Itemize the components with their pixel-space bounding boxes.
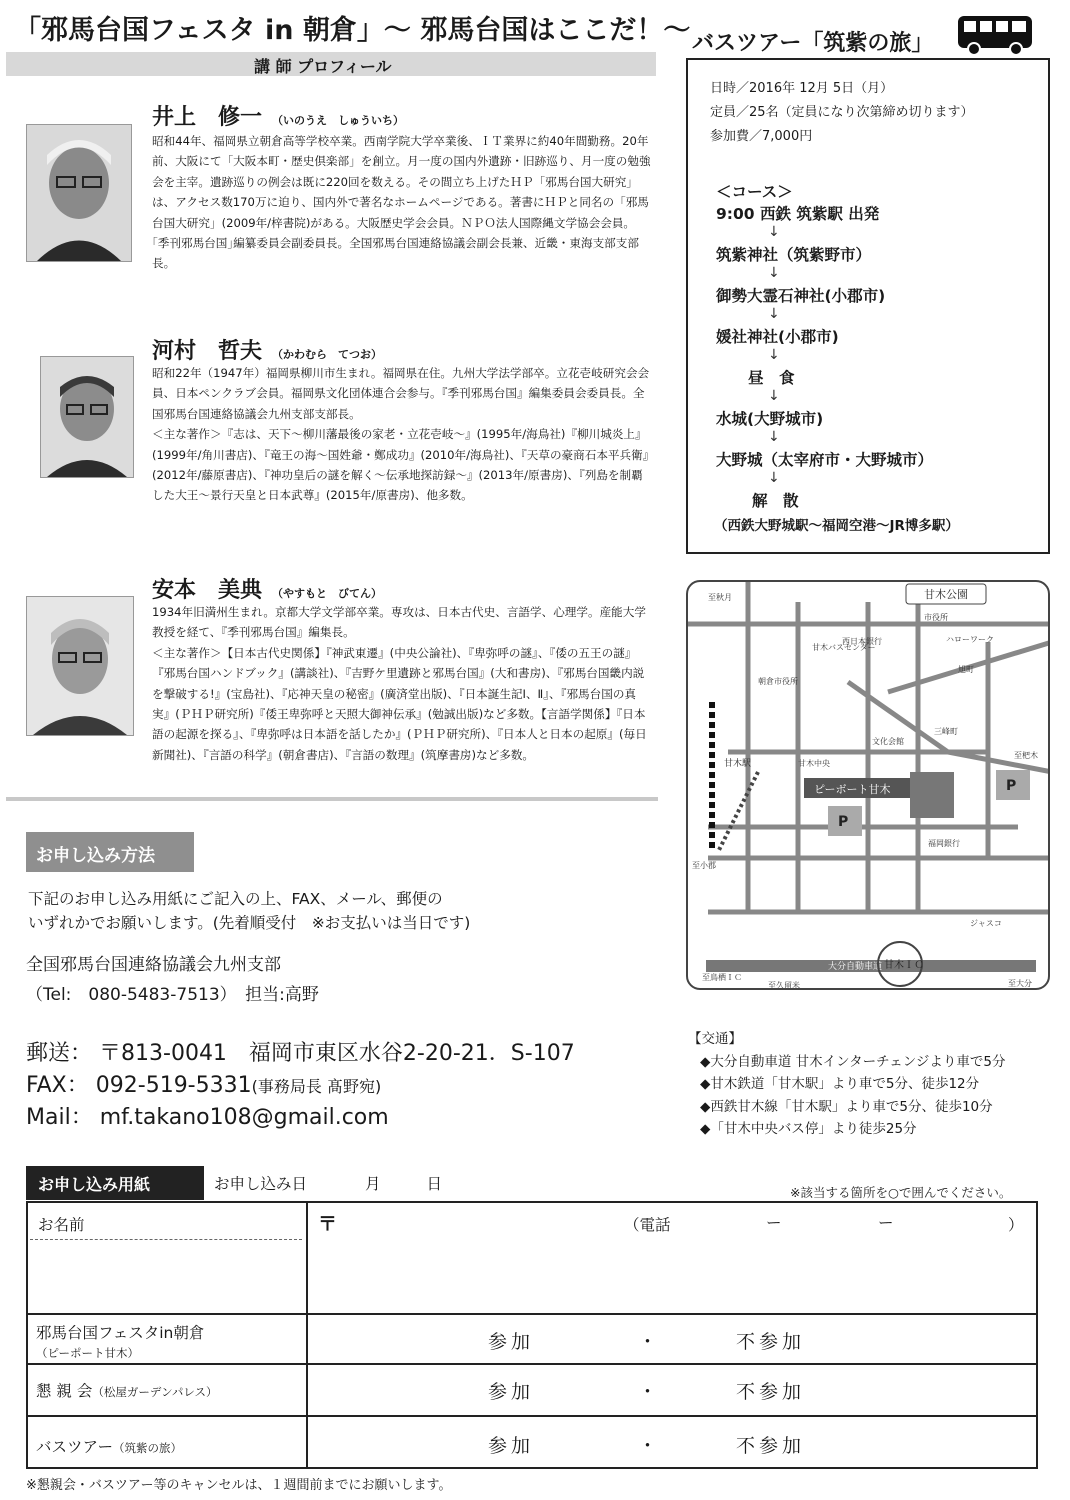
course-arrow: ↓ xyxy=(768,429,780,445)
profile-bio: 昭和44年、福岡県立朝倉高等学校卒業。西南学院大学卒業後、ＩＴ業界に約40年間勤務。20年前、大阪にて「大阪本町・歴史倶楽部」を創立。月一度の国内外遺跡・旧跡巡り、月一度の勉強会を主宰。遺跡巡りの例会は既に220回を数える。その間立ち上げたＨＰ「邪馬台国大研究」は、アクセス数170万に迫り、国内外で著名なホームページである。著書にＨＰと同名の「邪馬台国大研究」(2009年/梓書院)がある。大阪歴史学会会員。ＮＰＯ法人国際縄文学協会会員。｢季刊邪馬台国｣編纂委員会副委員長。全国邪馬台国連絡協議会副会長兼、近畿・東海支部支部長。 xyxy=(152,134,651,271)
phone-dash: ー xyxy=(878,1214,894,1232)
profile-name: 安本 美典 （やすもと びてん） xyxy=(152,578,383,603)
svg-text:ハローワーク: ハローワーク xyxy=(946,635,994,644)
svg-text:福岡銀行: 福岡銀行 xyxy=(928,839,960,848)
course-label: ＜コース＞ xyxy=(716,183,793,201)
phone-dash: ー xyxy=(766,1214,782,1232)
course-stop: 昼 食 xyxy=(748,369,795,387)
dismiss-note: （西鉄大野城駅～福岡空港～JR博多駅） xyxy=(714,518,959,534)
profile-name: 河村 哲夫 （かわむら てつお） xyxy=(152,339,383,364)
access-item: ◆大分自動車道 甘木インターチェンジより車で5分 xyxy=(700,1053,1006,1070)
course-arrow: ↓ xyxy=(768,388,780,404)
svg-text:旭町: 旭町 xyxy=(958,665,974,674)
svg-text:至杷木: 至杷木 xyxy=(1014,751,1038,760)
svg-text:市役所: 市役所 xyxy=(924,613,948,622)
course-arrow: ↓ xyxy=(768,265,780,281)
access-map xyxy=(686,580,1050,990)
festa-separator: ・ xyxy=(638,1331,662,1353)
row-party-label: 懇 親 会（松屋ガーデンパレス） xyxy=(36,1382,218,1400)
svg-text:朝倉市役所: 朝倉市役所 xyxy=(758,677,798,686)
bus-tour-box xyxy=(686,58,1050,554)
row-festa-label: 邪馬台国フェスタin朝倉 （ピーポート甘木） xyxy=(36,1324,205,1360)
station-label: 甘木駅 xyxy=(724,759,752,769)
svg-text:至大分: 至大分 xyxy=(1008,979,1032,988)
bus-fee: 参加費／7,000円 xyxy=(710,129,813,144)
party-separator: ・ xyxy=(638,1381,662,1403)
form-tab: お申し込み用紙 xyxy=(26,1166,204,1200)
mail-address: 郵送： 〒813-0041 福岡市東区水谷2-20-21．S-107 xyxy=(26,1041,575,1066)
festa-absent-option[interactable]: 不参加 xyxy=(736,1331,806,1353)
phone-label: （電話 xyxy=(624,1216,671,1234)
svg-text:西日本銀行: 西日本銀行 xyxy=(842,637,882,646)
course-stop: 筑紫神社（筑紫野市） xyxy=(716,246,872,264)
postal-mark: 〒 xyxy=(318,1213,338,1235)
bus-attend-option[interactable]: 参加 xyxy=(488,1435,535,1457)
venue-label: ピーボート甘木 xyxy=(814,783,891,796)
name-input[interactable] xyxy=(38,1243,300,1307)
course-stop: 媛社神社(小郡市) xyxy=(716,328,839,346)
profile-bio: 昭和22年（1947年）福岡県柳川市生まれ。福岡県在住。九州大学法学部卒。立花壱岐研究会会員、日本ペンクラブ会員。福岡県文化団体連合会参与。『季刊邪馬台国』編集委員会委員長。全国邪馬台国連絡協議会九州支部支部長。 ＜主な著作＞『志は、天下～柳川藩最後の家老・立花壱岐～』(1995年/海鳥社)『柳川城炎上』(1999年/角川書店)、『竜王の海～国姓爺・鄭成功』(2010年/海鳥社)、『天草の豪商石本平兵衛』(2012年/藤原書店)、『神功皇后の謎を解く～伝承地探訪録～』(2013年/原書房)、『列島を制覇した大王～景行天皇と日本武尊』(2015年/原書房)、他多数。 xyxy=(152,366,650,503)
bus-date: 日時／2016年 12月 5日（月） xyxy=(710,81,894,96)
svg-text:至鳥栖ＩＣ: 至鳥栖ＩＣ xyxy=(702,973,742,982)
circle-note: ※該当する箇所を○で囲んでください。 xyxy=(790,1185,1012,1200)
svg-text:至秋月: 至秋月 xyxy=(708,593,732,602)
access-item: ◆西鉄甘木線「甘木駅」より車で5分、徒歩10分 xyxy=(700,1098,993,1115)
cancel-footnote: ※懇親会・バスツアー等のキャンセルは、１週間前までにお願いします。 xyxy=(26,1478,452,1493)
festa-attend-option[interactable]: 参加 xyxy=(488,1331,535,1353)
fax-number: FAX： 092-519-5331(事務局長 髙野宛) xyxy=(26,1073,382,1098)
access-item: ◆「甘木中央バス停」より徒歩25分 xyxy=(700,1121,917,1137)
section-divider xyxy=(6,797,658,801)
address-input[interactable] xyxy=(318,1235,1018,1307)
application-method-label: お申し込み方法 xyxy=(26,832,194,872)
profile-name: 井上 修一 （いのうえ しゅういち） xyxy=(152,105,405,130)
name-label: お名前 xyxy=(38,1216,85,1234)
svg-text:至久留米: 至久留米 xyxy=(768,981,800,990)
bus-capacity: 定員／25名（定員になり次第締め切ります） xyxy=(710,105,974,120)
portrait-yasumoto xyxy=(26,596,134,736)
svg-text:ジャスコ: ジャスコ xyxy=(970,919,1002,928)
phone-close: ） xyxy=(1008,1216,1024,1234)
svg-text:至小郡: 至小郡 xyxy=(692,861,716,870)
access-item: ◆甘木鉄道「甘木駅」より車で5分、徒歩12分 xyxy=(700,1076,980,1092)
course-stop: 水城(大野城市) xyxy=(716,410,824,428)
course-stop: 大野城（太宰府市・大野城市） xyxy=(716,451,934,469)
expressway-label: 大分自動車道 xyxy=(828,962,883,972)
course-arrow: ↓ xyxy=(768,470,780,486)
party-attend-option[interactable]: 参加 xyxy=(488,1381,535,1403)
course-stop: 9:00 西鉄 筑紫駅 出発 xyxy=(716,205,880,223)
portrait-kawamura xyxy=(40,356,134,478)
svg-text:甘木バスセンター: 甘木バスセンター xyxy=(812,643,876,652)
course-arrow: ↓ xyxy=(768,306,780,322)
parking-icon: P xyxy=(838,814,849,830)
application-instructions: 下記のお申し込み用紙にご記入の上、FAX、メール、郵便の いずれかでお願いします。(先着順受付 ※お支払いは当日です) xyxy=(28,890,471,932)
course-stop: 御勢大霊石神社(小郡市) xyxy=(716,287,886,305)
application-date[interactable]: お申し込み日 月 日 xyxy=(214,1175,443,1193)
profile-heading-bar xyxy=(6,52,656,76)
organizer xyxy=(26,950,319,1010)
bus-separator: ・ xyxy=(638,1435,662,1457)
access-heading: 【交通】 xyxy=(688,1031,742,1047)
row-bus-label: バスツアー（筑紫の旅） xyxy=(36,1438,183,1456)
access-info xyxy=(688,1028,1005,1141)
party-absent-option[interactable]: 不参加 xyxy=(736,1381,806,1403)
bus-tour-title: バスツアー「筑紫の旅」 xyxy=(692,31,934,56)
organizer-tel: （Tel: 080-5483-7513） 担当:高野 xyxy=(26,985,319,1005)
application-form-table xyxy=(26,1201,1038,1469)
email-address[interactable]: Mail： mf.takano108@gmail.com xyxy=(26,1105,389,1130)
ic-label: 甘木ＩＣ xyxy=(884,960,924,971)
parking-icon: P xyxy=(1006,778,1017,794)
course-arrow: ↓ xyxy=(768,347,780,363)
course-stop: 解 散 xyxy=(752,492,799,510)
svg-text:三峰町: 三峰町 xyxy=(934,727,958,736)
bus-absent-option[interactable]: 不参加 xyxy=(736,1435,806,1457)
portrait-inoue xyxy=(26,124,132,262)
bus-icon xyxy=(956,14,1034,60)
profile-bio: 1934年旧満州生まれ。京都大学文学部卒業。専攻は、日本古代史、言語学、心理学。産能大学教授を経て、『季刊邪馬台国』編集長。 ＜主な著作＞【日本古代史関係】『神武東遷』(中央公論社)、『卑弥呼の謎』、『倭の五王の謎』『邪馬台国ハンドブック』(講談社)、『吉野ケ里遺跡と邪馬台国』(大和書房)、『邪馬台国畿内説を撃破する!』(宝島社)、『応神天皇の秘密』(廣済堂出版)、『日本誕生記Ⅰ、Ⅱ』、『邪馬台国の真実』(ＰＨＰ研究所)『倭王卑弥呼と天照大御神伝承』(勉誠出版)など多数。【言語学関係】『日本語の起源を探る』、『卑弥呼は日本語を話したか』(ＰＨＰ研究所)、『日本人と日本の起原』(毎日新聞社)、『言語の科学』(朝倉書店)、『言語の数理』(筑摩書房)など多数。 xyxy=(152,605,647,762)
course-arrow: ↓ xyxy=(768,224,780,240)
svg-text:文化会館: 文化会館 xyxy=(872,737,904,746)
organizer-name: 全国邪馬台国連絡協議会九州支部 xyxy=(26,955,281,975)
svg-text:甘木中央: 甘木中央 xyxy=(798,759,830,768)
park-label: 甘木公園 xyxy=(924,588,968,601)
page-title: 「邪馬台国フェスタ in 朝倉」～ 邪馬台国はここだ！～ xyxy=(14,15,691,46)
profile-heading: 講 師 プロフィール xyxy=(254,57,392,76)
